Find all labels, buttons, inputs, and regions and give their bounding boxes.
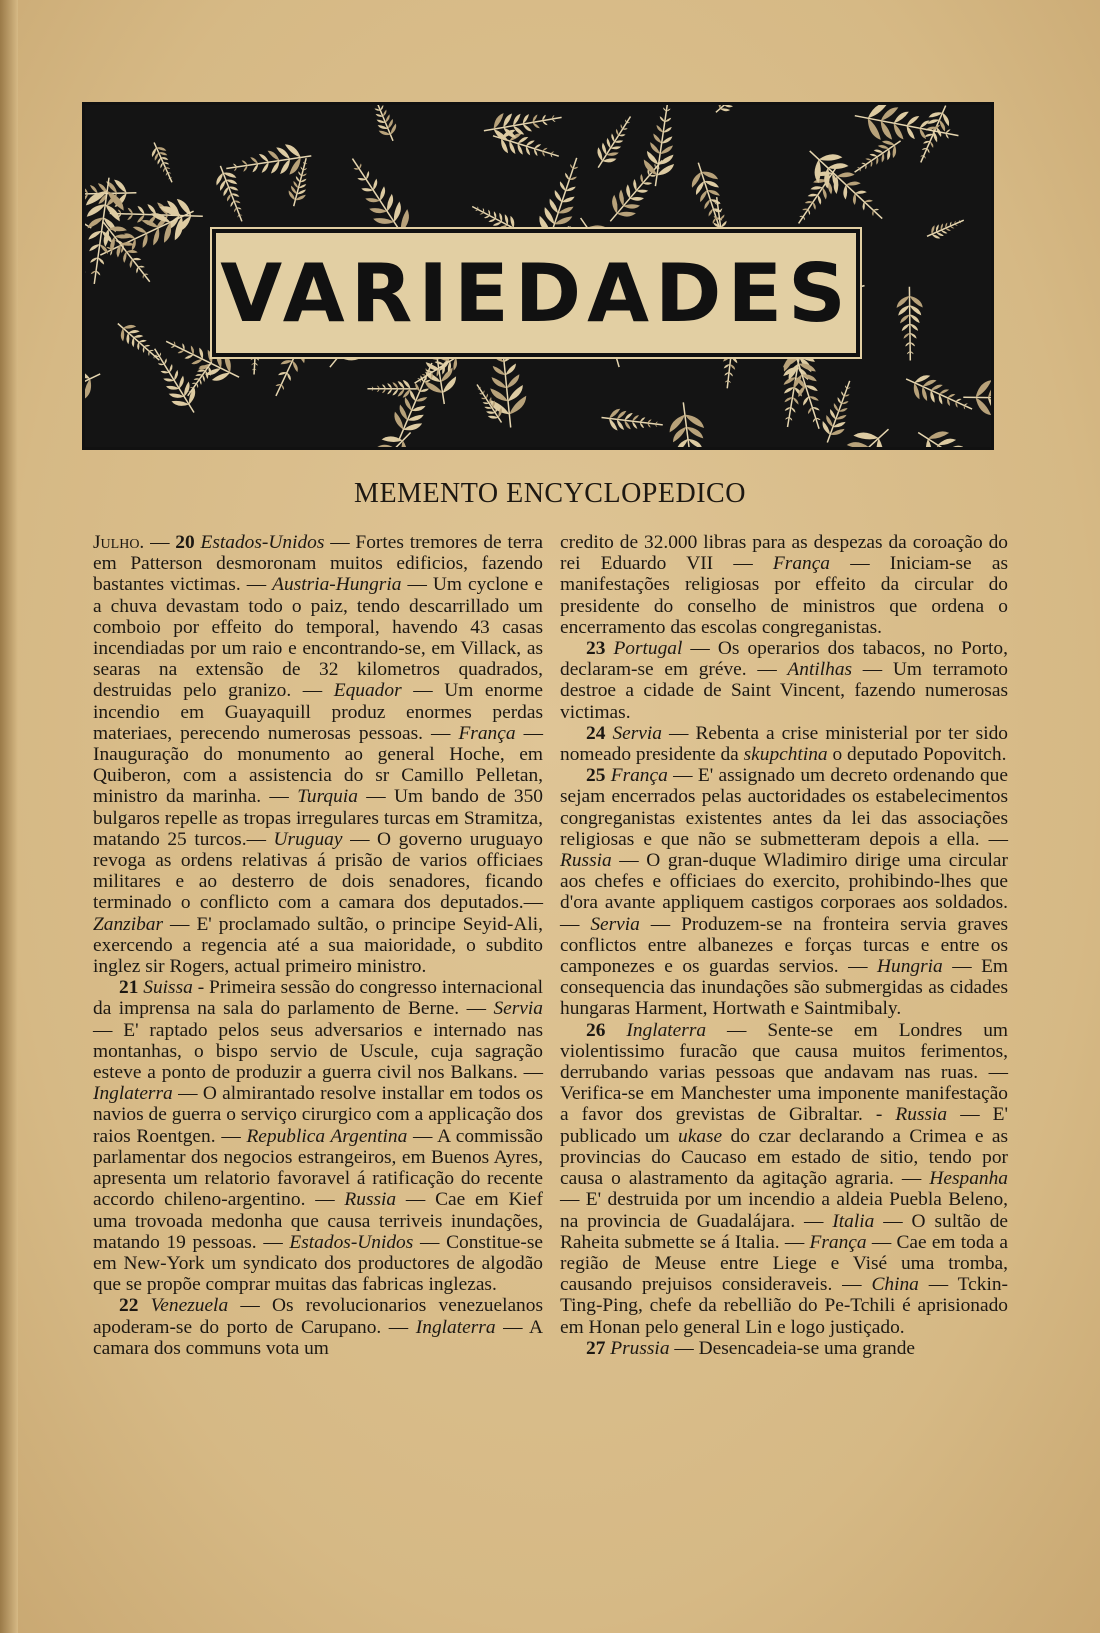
paragraph-july-27 (560, 1338, 1008, 1359)
text-run: — Produzem-se na fronteira servia graves conflictos entre albanezes e forças turcas e entre os camponezes e os guardas servios. — (560, 913, 1008, 978)
leaf-frond (640, 105, 683, 188)
text-run: Servia (612, 722, 662, 744)
text-run: Servia (493, 998, 543, 1020)
paragraph-july-22 (93, 1295, 543, 1359)
text-run: do czar declarando a Crimea e as provincias do Caucaso em estado de sitio, tendo por causa o alastramento da agitação agraria. — (560, 1125, 1008, 1190)
text-run: Russia (560, 850, 612, 872)
leaf-frond (489, 124, 562, 168)
text-run: Republica Argentina (246, 1125, 408, 1147)
text-run: Portugal (613, 638, 683, 660)
text-run: Russia (344, 1189, 397, 1211)
text-run: 27 (586, 1337, 611, 1359)
text-run: Estados-Unidos (200, 532, 325, 553)
text-run: Julho. — (93, 532, 176, 553)
decorative-banner (82, 102, 994, 450)
text-run: — A camara dos communs vota um (93, 1316, 543, 1359)
paragraph-july-22-continued (560, 532, 1008, 638)
leaf-frond (600, 407, 664, 436)
leaf-frond (909, 419, 991, 447)
page-edge (0, 0, 18, 1633)
text-run: Estados-Unidos (289, 1231, 414, 1253)
text-run: 20 (175, 532, 201, 553)
leaf-frond (849, 133, 906, 181)
leaf-frond (589, 111, 639, 174)
banner-title-panel (212, 229, 860, 357)
leaf-frond (711, 105, 754, 118)
text-run: — Desencadeia-se uma grande (669, 1337, 916, 1359)
leaf-frond (285, 156, 315, 208)
text-run: — Constitue-se em New-York um syndicato dos productores de algodão que se propõe comprar muitas das fabricas inglezas. (93, 1231, 544, 1296)
text-run: França (610, 765, 668, 787)
text-run: — O almirantado resolve installar em todos os navios de guerra o serviço cirurgico com a applicação dos raios Roentgen. — (93, 1083, 543, 1147)
text-run: — Tckin-Ting-Ping, chefe da rebellião do Pe-Tchili é aprisionado em Honan pelo general Lin e logo justiçado. (560, 1274, 1008, 1338)
paragraph-july-23 (560, 638, 1008, 723)
text-run: — Iniciam-se as manifestações religiosas por effeito da circular do presidente do conselho de ministros que ordena o encerramento das escolas congreganistas. (560, 553, 1008, 638)
text-run: Prussia (610, 1337, 670, 1359)
text-run: Hespanha (929, 1168, 1008, 1190)
text-run: 25 (586, 765, 611, 787)
banner-title: VARIEDADES (220, 246, 852, 340)
text-run: skupchtina (743, 744, 828, 766)
text-run: — O gran-duque Wladimiro dirige uma circular aos chefes e officiaes do exercito, prohibindo-lhes que d'ora avante appliquem castigos corporaes aos soldados. — (560, 850, 1008, 935)
text-run: — Fortes tremores de terra em Patterson desmoronam muitos edificios, fazendo bastantes victimas. — (93, 532, 543, 596)
left-column (93, 532, 543, 1359)
text-run: França (458, 722, 516, 744)
text-run: Inglaterra (626, 1019, 707, 1041)
text-run: — E' publicado um (560, 1104, 1008, 1147)
leaf-frond (147, 139, 179, 185)
leaf-frond (337, 421, 422, 447)
text-run: — Inauguração do monumento ao general Hoche, em Quiberon, com a assistencia do sr Camillo Pelletan, ministro da marinha. — (93, 722, 543, 808)
right-column (560, 532, 1008, 1359)
text-run: — A commissão parlamentar dos negocios estrangeiros, em Buenos Ayres, apresenta um relatorio favoravel á ratificação do recente accordo chileno-argentino. — (93, 1125, 543, 1211)
paragraph-july-21 (93, 977, 543, 1295)
text-run: 24 (586, 722, 613, 744)
leaf-frond (666, 400, 713, 447)
leaf-frond (85, 360, 107, 427)
leaf-frond (211, 162, 252, 225)
text-run: — O governo uruguayo revoga as ordens relativas á prisão de varios officiaes militares e ao desterro de dois senadores, ficando terminado o conflicto com a camara dos deputados.— (93, 828, 543, 914)
text-run: — Um cyclone e a chuva devastam todo o paiz, tendo descarrillado um comboio por effeito do temporal, havendo 43 casas incendiadas por um raio e encontrando-se, em Villack, as searas na extensão de 32 kilometros quadrados, destruidas pelo granizo. — (93, 574, 543, 702)
text-run: 23 (586, 638, 614, 660)
text-run: Inglaterra (415, 1316, 496, 1338)
text-run: ukase (678, 1125, 723, 1147)
text-run: 22 (119, 1295, 151, 1317)
leaf-frond (901, 367, 978, 421)
leaf-frond (851, 105, 962, 154)
text-run: Austria-Hungria (272, 574, 402, 596)
text-run: Russia (895, 1104, 948, 1126)
leaf-frond (85, 265, 87, 289)
leaf-frond (797, 415, 901, 447)
paragraph-july-20 (93, 532, 543, 977)
leaf-frond (896, 287, 923, 361)
text-run: - Primeira sessão do congresso internacional da imprensa na sala do parlamento de Berne. — (93, 977, 543, 1020)
text-run: Italia (832, 1210, 875, 1232)
text-run: Zanzibar (93, 913, 164, 935)
text-run: — Um enorme incendio em Guayaquill produz enormes perdas materiaes, perecendo numerosas pessoas. — (93, 680, 544, 744)
text-run: 26 (586, 1019, 627, 1041)
text-run: Suissa (143, 977, 193, 999)
text-run: — Em consequencia das inundações são submergidas as cidades hungaras Harment, Hortwath e Saintmibaly. (560, 956, 1009, 1020)
text-run: — E' raptado pelos seus adversarios e internado nas montanhas, o bispo servio de Uscule, cuja sagração esteve a ponto de produzir a guerra civil nos Balkans. — (93, 1019, 543, 1084)
leaf-frond (963, 380, 991, 416)
text-run: — O sultão de Raheita submette se á Italia. — (560, 1210, 1009, 1253)
text-run: — Um terramoto destroe a cidade de Saint Vincent, fazendo numerosas victimas. (560, 659, 1008, 723)
text-run: Servia (590, 913, 640, 935)
text-run: Venezuela (150, 1295, 229, 1317)
paragraph-july-24 (560, 723, 1008, 765)
text-run: Equador (333, 680, 402, 702)
text-run: Uruguay (273, 828, 343, 850)
section-title: MEMENTO ENCYCLOPEDICO (354, 478, 746, 509)
text-run: — Rebenta a crise ministerial por ter sido nomeado presidente da (560, 722, 1008, 766)
text-run: Inglaterra (93, 1083, 173, 1105)
text-run: — Um bando de 350 bulgaros repelle as tropas irregulares turcas em Stramitza, matando 25 turcos.— (93, 786, 543, 850)
text-run: China (871, 1274, 919, 1296)
text-run: Turquia (297, 786, 358, 808)
text-run: — Cae em toda a região de Meuse entre Liege e Visé uma tromba, causando prejuisos consideraveis. — (560, 1231, 1008, 1296)
leaf-frond (364, 105, 401, 144)
text-run: — Os revolucionarios venezuelanos apoderam-se do porto de Carupano. — (93, 1295, 543, 1338)
leaf-frond (367, 380, 416, 398)
leaf-frond (911, 105, 956, 167)
leaf-frond (924, 214, 966, 243)
text-run: — Os operarios dos tabacos, no Porto, declaram-se em gréve. — (560, 638, 1008, 681)
paragraph-july-25 (560, 765, 1008, 1019)
text-run: credito de 32.000 libras para as despezas da coroação do rei Eduardo VII — (560, 532, 1008, 575)
text-run: — E' proclamado sultão, o principe Seyid-Ali, exercendo a regencia até a sua maioridade, o subdito inglez sir Rogers, actual primeiro ministro. (93, 913, 543, 978)
text-run: 21 (119, 977, 144, 999)
text-run: o deputado Popovitch. (827, 744, 1007, 766)
leaf-frond (111, 316, 166, 368)
text-run: — Sente-se em Londres um violentissimo furacão que causa muitos ferimentos, derrubando varias pessoas que andavam nas ruas. — Verifica-se em Manchester uma imponente manifestação a favor dos grevistas de Gibraltar. - (560, 1019, 1008, 1126)
text-run: — Cae em Kief uma trovoada medonha que causa terriveis inundações, matando 19 pessoas. — (93, 1189, 543, 1253)
text-run: França (809, 1231, 867, 1253)
leaf-frond (224, 141, 313, 184)
text-run: França (772, 553, 831, 575)
leaf-frond (816, 377, 860, 447)
text-run: Hungria (877, 956, 943, 978)
text-run: Antilhas (787, 659, 853, 681)
text-run: — E' destruida por um incendio a aldeia Puebla Beleno, na provincia de Guadalájara. — (560, 1189, 1008, 1232)
paragraph-july-26 (560, 1020, 1008, 1338)
text-run: — E' assignado um decreto ordenando que sejam encerrados pelas auctoridades os estabelecimentos congreganistas existentes antes da lei das associações religiosas e que não se submetteram depois a ella. — (560, 765, 1008, 850)
